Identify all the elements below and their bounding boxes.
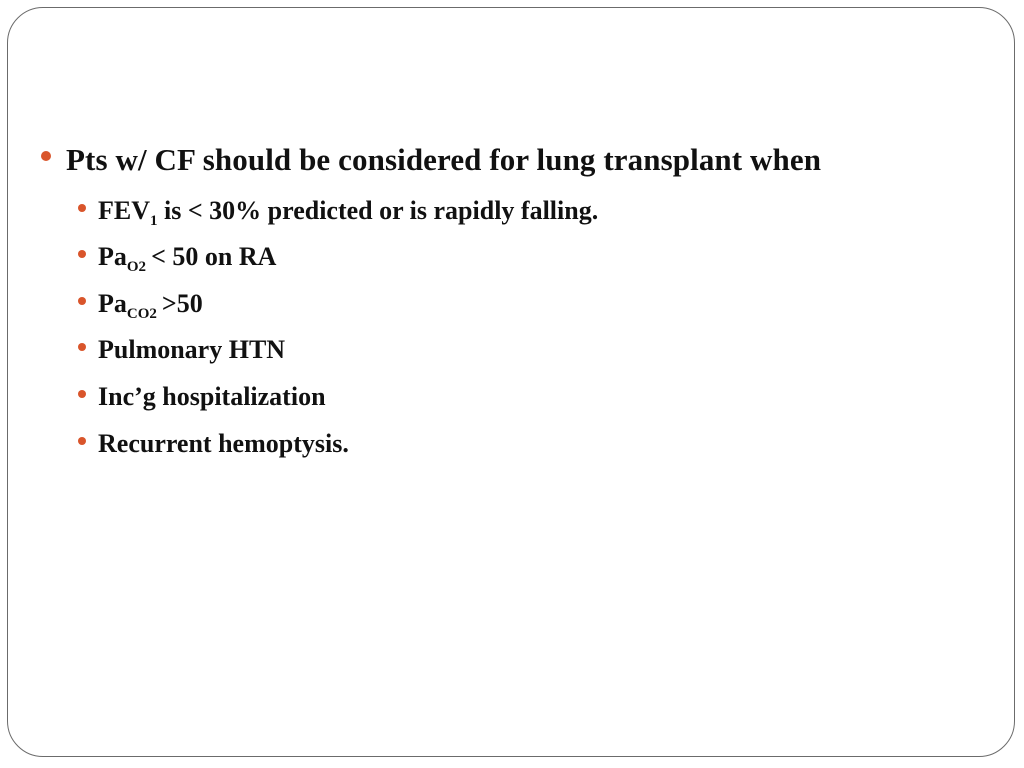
sub-bullet-suffix: is < 30% predicted or is rapidly falling. [157,196,599,225]
sub-bullet-pao2 [78,242,277,275]
bullet-dot-icon [78,297,86,305]
sub-bullet-subscript: CO2 [126,306,157,322]
slide-frame [7,7,1015,757]
bullet-dot-icon [78,204,86,212]
sub-bullet-paco2 [78,289,203,322]
sub-bullet-prefix: Pa [98,242,127,271]
bullet-dot-icon [78,343,86,351]
bullet-dot-icon [78,390,86,398]
main-bullet-text: Pts w/ CF should be considered for lung transplant when [66,142,822,177]
sub-bullet-suffix: < 50 on RA [151,242,277,271]
sub-bullet-prefix: Pulmonary HTN [98,335,286,364]
sub-bullet-subscript: 1 [150,213,158,229]
slide-content [8,8,1014,756]
sub-bullet-suffix: >50 [161,289,203,318]
main-bullet [41,142,821,178]
sub-bullet-prefix: Recurrent hemoptysis. [98,429,349,458]
sub-bullet-pulmonary-htn [78,335,285,365]
sub-bullet-subscript: O2 [126,259,147,275]
sub-bullet-fev1 [78,196,599,229]
sub-bullet-prefix: FEV [98,196,150,225]
sub-bullet-hemoptysis [78,429,349,459]
bullet-dot-icon [78,250,86,258]
sub-bullet-prefix: Pa [98,289,127,318]
bullet-dot-icon [41,151,51,161]
sub-bullet-prefix: Inc’g hospitalization [98,382,326,411]
bullet-dot-icon [78,437,86,445]
sub-bullet-hospitalization [78,382,326,412]
